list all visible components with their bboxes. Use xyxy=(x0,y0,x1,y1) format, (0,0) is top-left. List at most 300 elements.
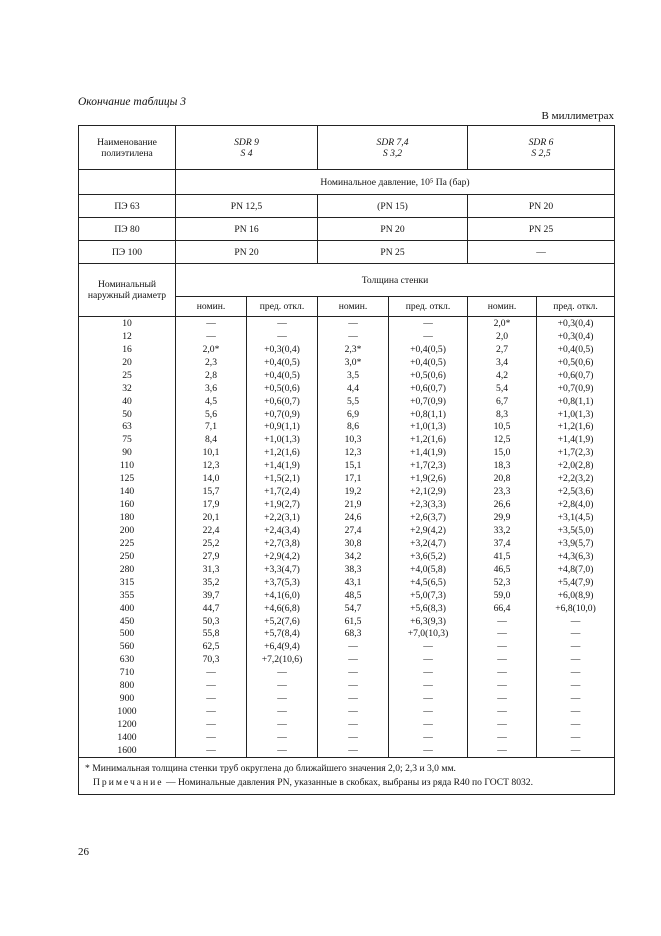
tolerance-cell: — xyxy=(247,666,318,679)
tolerance-cell: — xyxy=(537,705,615,718)
tolerance-cell: +4,5(6,5) xyxy=(389,576,468,589)
table-row xyxy=(79,731,615,744)
pe-name: ПЭ 100 xyxy=(79,241,176,264)
tolerance-cell: +0,5(0,6) xyxy=(247,382,318,395)
nominal-thickness-cell: — xyxy=(176,692,247,705)
tolerance-cell: +2,9(4,2) xyxy=(247,550,318,563)
nominal-thickness-cell: 3,5 xyxy=(318,369,389,382)
tolerance-cell: — xyxy=(247,692,318,705)
table-row xyxy=(79,317,615,330)
diameter-cell: 20 xyxy=(79,356,176,369)
nominal-thickness-cell: 2,0* xyxy=(176,343,247,356)
table-row xyxy=(79,692,615,705)
tolerance-cell: +3,3(4,7) xyxy=(247,563,318,576)
nominal-thickness-cell: — xyxy=(318,731,389,744)
tolerance-cell: +0,9(1,1) xyxy=(247,421,318,434)
tolerance-cell: +2,3(3,3) xyxy=(389,498,468,511)
tolerance-cell: — xyxy=(389,679,468,692)
table-row xyxy=(79,382,615,395)
nominal-thickness-cell: 8,6 xyxy=(318,421,389,434)
table-row xyxy=(79,705,615,718)
table-row xyxy=(79,640,615,653)
nominal-thickness-cell: 5,5 xyxy=(318,395,389,408)
nominal-thickness-cell: 37,4 xyxy=(468,537,537,550)
tolerance-cell: +4,6(6,8) xyxy=(247,602,318,615)
tolerance-cell: +0,5(0,6) xyxy=(389,369,468,382)
nominal-thickness-cell: 3,4 xyxy=(468,356,537,369)
tolerance-cell: +1,9(2,6) xyxy=(389,472,468,485)
tolerance-cell: — xyxy=(389,317,468,330)
tolerance-cell: +4,8(7,0) xyxy=(537,563,615,576)
nominal-thickness-cell: 12,3 xyxy=(176,459,247,472)
nominal-thickness-cell: 25,2 xyxy=(176,537,247,550)
tolerance-cell: +1,2(1,6) xyxy=(389,433,468,446)
tolerance-cell: +0,6(0,7) xyxy=(389,382,468,395)
tolerance-cell: — xyxy=(389,330,468,343)
tolerance-cell: — xyxy=(389,692,468,705)
tolerance-cell: +7,2(10,6) xyxy=(247,653,318,666)
table-footnotes xyxy=(79,757,615,794)
note: Примечание — Номинальные давления PN, указанные в скобках, выбраны из ряда R40 по ГОСТ 8032. xyxy=(93,776,533,788)
nominal-thickness-cell: — xyxy=(468,628,537,641)
tolerance-cell: — xyxy=(247,679,318,692)
tolerance-cell: — xyxy=(247,744,318,757)
nominal-thickness-cell: — xyxy=(176,718,247,731)
nominal-thickness-cell: 27,4 xyxy=(318,524,389,537)
nominal-thickness-cell: — xyxy=(176,666,247,679)
tolerance-cell: — xyxy=(389,705,468,718)
tolerance-cell: +0,7(0,9) xyxy=(389,395,468,408)
diameter-cell: 25 xyxy=(79,369,176,382)
tolerance-cell: — xyxy=(247,330,318,343)
tolerance-cell: +1,9(2,7) xyxy=(247,498,318,511)
nomin-header: номин. xyxy=(176,297,247,317)
tolerance-cell: +3,2(4,7) xyxy=(389,537,468,550)
table-row xyxy=(79,718,615,731)
diameter-cell: 500 xyxy=(79,628,176,641)
nominal-thickness-cell: 10,1 xyxy=(176,446,247,459)
tolerance-cell: — xyxy=(537,679,615,692)
tolerance-cell: +4,3(6,3) xyxy=(537,550,615,563)
table-row xyxy=(79,744,615,757)
tolerance-cell: +0,4(0,5) xyxy=(389,356,468,369)
nominal-thickness-cell: 10,3 xyxy=(318,433,389,446)
table-row xyxy=(79,563,615,576)
tolerance-cell: — xyxy=(389,744,468,757)
diameter-cell: 1200 xyxy=(79,718,176,731)
nominal-thickness-cell: 50,3 xyxy=(176,615,247,628)
nominal-thickness-cell: — xyxy=(468,653,537,666)
pipe-dimensions-table xyxy=(78,125,615,795)
nominal-thickness-cell: 68,3 xyxy=(318,628,389,641)
tolerance-cell: +5,0(7,3) xyxy=(389,589,468,602)
nominal-thickness-cell: 39,7 xyxy=(176,589,247,602)
nominal-thickness-cell: — xyxy=(468,679,537,692)
nominal-thickness-cell: 55,8 xyxy=(176,628,247,641)
nominal-thickness-cell: 4,2 xyxy=(468,369,537,382)
diameter-cell: 280 xyxy=(79,563,176,576)
tolerance-cell: +6,3(9,3) xyxy=(389,615,468,628)
nomin-header: номин. xyxy=(468,297,537,317)
tolerance-cell: +2,6(3,7) xyxy=(389,511,468,524)
tolerance-cell: +1,0(1,3) xyxy=(247,433,318,446)
nominal-thickness-cell: — xyxy=(176,330,247,343)
diameter-cell: 125 xyxy=(79,472,176,485)
nominal-thickness-cell: 52,3 xyxy=(468,576,537,589)
tolerance-cell: +6,0(8,9) xyxy=(537,589,615,602)
nominal-thickness-cell: 20,1 xyxy=(176,511,247,524)
table-row xyxy=(79,524,615,537)
tolerance-cell: +3,6(5,2) xyxy=(389,550,468,563)
diameter-cell: 450 xyxy=(79,615,176,628)
nominal-thickness-cell: — xyxy=(176,679,247,692)
tolerance-cell: +7,0(10,3) xyxy=(389,628,468,641)
nominal-thickness-cell: — xyxy=(468,640,537,653)
diameter-cell: 200 xyxy=(79,524,176,537)
nominal-thickness-cell: 19,2 xyxy=(318,485,389,498)
tol-header: пред. откл. xyxy=(247,297,318,317)
table-row xyxy=(79,395,615,408)
tolerance-cell: — xyxy=(537,692,615,705)
nominal-thickness-cell: — xyxy=(176,705,247,718)
table-row xyxy=(79,653,615,666)
tolerance-cell: — xyxy=(389,640,468,653)
table-row xyxy=(79,472,615,485)
table-row xyxy=(79,498,615,511)
tolerance-cell: — xyxy=(389,731,468,744)
table-row xyxy=(79,602,615,615)
nominal-thickness-cell: 12,5 xyxy=(468,433,537,446)
nominal-thickness-cell: 6,7 xyxy=(468,395,537,408)
tolerance-cell: +1,7(2,3) xyxy=(389,459,468,472)
pe-name: ПЭ 80 xyxy=(79,218,176,241)
table-row xyxy=(79,408,615,421)
tolerance-cell: +2,1(2,9) xyxy=(389,485,468,498)
table-row xyxy=(79,679,615,692)
tolerance-cell: +6,8(10,0) xyxy=(537,602,615,615)
sdr74-header: SDR 7,4 S 3,2 xyxy=(318,126,468,170)
nominal-thickness-cell: 66,4 xyxy=(468,602,537,615)
nominal-thickness-cell: 17,9 xyxy=(176,498,247,511)
nominal-thickness-cell: — xyxy=(318,640,389,653)
tolerance-cell: +2,9(4,2) xyxy=(389,524,468,537)
nominal-thickness-cell: — xyxy=(318,718,389,731)
tolerance-cell: +2,4(3,4) xyxy=(247,524,318,537)
nominal-thickness-cell: — xyxy=(318,679,389,692)
tolerance-cell: — xyxy=(389,718,468,731)
table-row xyxy=(79,421,615,434)
tolerance-cell: +1,7(2,3) xyxy=(537,446,615,459)
table-row xyxy=(79,589,615,602)
tolerance-cell: — xyxy=(389,666,468,679)
footnote: * Минимальная толщина стенки труб округлена до ближайшего значения 2,0; 2,3 и 3,0 мм. xyxy=(85,762,456,774)
nominal-thickness-cell: 10,5 xyxy=(468,421,537,434)
tolerance-cell: — xyxy=(389,653,468,666)
nominal-thickness-cell: 61,5 xyxy=(318,615,389,628)
nominal-thickness-cell: 4,5 xyxy=(176,395,247,408)
diameter-cell: 90 xyxy=(79,446,176,459)
nominal-thickness-cell: — xyxy=(468,666,537,679)
pe-pressure: PN 20 xyxy=(176,241,318,264)
nominal-thickness-cell: — xyxy=(176,317,247,330)
table-row xyxy=(79,485,615,498)
tol-header: пред. откл. xyxy=(389,297,468,317)
tolerance-cell: +2,2(3,1) xyxy=(247,511,318,524)
nominal-thickness-cell: — xyxy=(176,731,247,744)
nominal-thickness-cell: 2,7 xyxy=(468,343,537,356)
nominal-thickness-cell: — xyxy=(468,692,537,705)
nominal-thickness-cell: — xyxy=(318,744,389,757)
diameter-cell: 40 xyxy=(79,395,176,408)
pe-pressure: PN 25 xyxy=(318,241,468,264)
diameter-cell: 1600 xyxy=(79,744,176,757)
nominal-thickness-cell: 44,7 xyxy=(176,602,247,615)
nominal-thickness-cell: 27,9 xyxy=(176,550,247,563)
nominal-thickness-cell: 23,3 xyxy=(468,485,537,498)
table-row xyxy=(79,356,615,369)
nominal-thickness-cell: 8,3 xyxy=(468,408,537,421)
polyethylene-header: Наименование полиэтилена xyxy=(79,126,176,170)
nominal-thickness-cell: — xyxy=(318,705,389,718)
tolerance-cell: +1,5(2,1) xyxy=(247,472,318,485)
nominal-thickness-cell: 33,2 xyxy=(468,524,537,537)
table-row xyxy=(79,628,615,641)
nominal-thickness-cell: 24,6 xyxy=(318,511,389,524)
diameter-cell: 32 xyxy=(79,382,176,395)
units-label: В миллиметрах xyxy=(541,110,614,122)
diameter-cell: 140 xyxy=(79,485,176,498)
diameter-cell: 560 xyxy=(79,640,176,653)
nominal-pressure-header: Номинальное давление, 10⁵ Па (бар) xyxy=(176,170,615,195)
nominal-thickness-cell: 3,6 xyxy=(176,382,247,395)
tolerance-cell: +2,2(3,2) xyxy=(537,472,615,485)
nominal-thickness-cell: 15,0 xyxy=(468,446,537,459)
tolerance-cell: +5,2(7,6) xyxy=(247,615,318,628)
tolerance-cell: +1,4(1,9) xyxy=(247,459,318,472)
nominal-thickness-cell: 43,1 xyxy=(318,576,389,589)
tolerance-cell: +4,0(5,8) xyxy=(389,563,468,576)
tolerance-cell: +0,3(0,4) xyxy=(537,317,615,330)
nominal-thickness-cell: 29,9 xyxy=(468,511,537,524)
pe-pressure: (PN 15) xyxy=(318,195,468,218)
tolerance-cell: — xyxy=(247,718,318,731)
nomin-header: номин. xyxy=(318,297,389,317)
table-row xyxy=(79,433,615,446)
nominal-thickness-cell: — xyxy=(318,666,389,679)
nominal-thickness-cell: 35,2 xyxy=(176,576,247,589)
tolerance-cell: +1,0(1,3) xyxy=(389,421,468,434)
nominal-thickness-cell: 2,0* xyxy=(468,317,537,330)
tolerance-cell: +0,4(0,5) xyxy=(537,343,615,356)
nominal-thickness-cell: 3,0* xyxy=(318,356,389,369)
nominal-thickness-cell: — xyxy=(468,718,537,731)
nominal-thickness-cell: 62,5 xyxy=(176,640,247,653)
diameter-cell: 10 xyxy=(79,317,176,330)
sdr9-header: SDR 9 S 4 xyxy=(176,126,318,170)
wall-thickness-header: Толщина стенки xyxy=(176,264,615,297)
nominal-thickness-cell: 31,3 xyxy=(176,563,247,576)
tolerance-cell: +0,3(0,4) xyxy=(247,343,318,356)
tolerance-cell: +4,1(6,0) xyxy=(247,589,318,602)
pe-pressure: PN 20 xyxy=(318,218,468,241)
table-row xyxy=(79,446,615,459)
tolerance-cell: +0,5(0,6) xyxy=(537,356,615,369)
tolerance-cell: +3,7(5,3) xyxy=(247,576,318,589)
tolerance-cell: — xyxy=(537,628,615,641)
nominal-thickness-cell: 22,4 xyxy=(176,524,247,537)
table-row xyxy=(79,666,615,679)
nominal-thickness-cell: 59,0 xyxy=(468,589,537,602)
diameter-cell: 630 xyxy=(79,653,176,666)
nominal-thickness-cell: 2,8 xyxy=(176,369,247,382)
nominal-thickness-cell: — xyxy=(468,744,537,757)
tolerance-cell: — xyxy=(537,718,615,731)
tol-header: пред. откл. xyxy=(537,297,615,317)
nominal-thickness-cell: 6,9 xyxy=(318,408,389,421)
nominal-thickness-cell: 70,3 xyxy=(176,653,247,666)
diameter-cell: 180 xyxy=(79,511,176,524)
diameter-cell: 1000 xyxy=(79,705,176,718)
tolerance-cell: +0,4(0,5) xyxy=(247,369,318,382)
diameter-cell: 16 xyxy=(79,343,176,356)
pe-pressure: PN 16 xyxy=(176,218,318,241)
pe-pressure: — xyxy=(468,241,615,264)
nominal-thickness-cell: 54,7 xyxy=(318,602,389,615)
nominal-thickness-cell: — xyxy=(176,744,247,757)
table-row xyxy=(79,343,615,356)
tolerance-cell: +1,2(1,6) xyxy=(247,446,318,459)
tolerance-cell: — xyxy=(537,731,615,744)
tolerance-cell: +1,0(1,3) xyxy=(537,408,615,421)
nominal-thickness-cell: — xyxy=(468,705,537,718)
table-row xyxy=(79,615,615,628)
tolerance-cell: — xyxy=(247,731,318,744)
tolerance-cell: — xyxy=(247,705,318,718)
nominal-thickness-cell: 38,3 xyxy=(318,563,389,576)
diameter-header: Номинальный наружный диаметр xyxy=(79,264,176,317)
tolerance-cell: +0,7(0,9) xyxy=(537,382,615,395)
diameter-cell: 250 xyxy=(79,550,176,563)
diameter-cell: 1400 xyxy=(79,731,176,744)
table-row xyxy=(79,369,615,382)
nominal-thickness-cell: 2,0 xyxy=(468,330,537,343)
nominal-thickness-cell: 5,6 xyxy=(176,408,247,421)
sdr6-header: SDR 6 S 2,5 xyxy=(468,126,615,170)
tolerance-cell: +0,3(0,4) xyxy=(537,330,615,343)
nominal-thickness-cell: — xyxy=(318,653,389,666)
diameter-cell: 900 xyxy=(79,692,176,705)
tolerance-cell: — xyxy=(537,615,615,628)
diameter-cell: 75 xyxy=(79,433,176,446)
table-row xyxy=(79,511,615,524)
tolerance-cell: +0,4(0,5) xyxy=(247,356,318,369)
nominal-thickness-cell: 21,9 xyxy=(318,498,389,511)
nominal-thickness-cell: 46,5 xyxy=(468,563,537,576)
diameter-cell: 225 xyxy=(79,537,176,550)
table-row xyxy=(79,550,615,563)
tolerance-cell: +0,7(0,9) xyxy=(247,408,318,421)
nominal-thickness-cell: — xyxy=(318,692,389,705)
nominal-thickness-cell: 34,2 xyxy=(318,550,389,563)
nominal-thickness-cell: 7,1 xyxy=(176,421,247,434)
diameter-cell: 400 xyxy=(79,602,176,615)
tolerance-cell: +1,4(1,9) xyxy=(389,446,468,459)
nominal-thickness-cell: 15,1 xyxy=(318,459,389,472)
tolerance-cell: — xyxy=(537,666,615,679)
nominal-thickness-cell: 20,8 xyxy=(468,472,537,485)
diameter-cell: 12 xyxy=(79,330,176,343)
tolerance-cell: +2,7(3,8) xyxy=(247,537,318,550)
tolerance-cell: — xyxy=(537,653,615,666)
tolerance-cell: +3,9(5,7) xyxy=(537,537,615,550)
table-row xyxy=(79,576,615,589)
diameter-cell: 710 xyxy=(79,666,176,679)
pe-pressure: PN 12,5 xyxy=(176,195,318,218)
tolerance-cell: +0,4(0,5) xyxy=(389,343,468,356)
tolerance-cell: +6,4(9,4) xyxy=(247,640,318,653)
tolerance-cell: +5,7(8,4) xyxy=(247,628,318,641)
nominal-thickness-cell: 12,3 xyxy=(318,446,389,459)
nominal-thickness-cell: — xyxy=(468,615,537,628)
tolerance-cell: — xyxy=(537,640,615,653)
nominal-thickness-cell: 41,5 xyxy=(468,550,537,563)
nominal-thickness-cell: 5,4 xyxy=(468,382,537,395)
nominal-thickness-cell: 17,1 xyxy=(318,472,389,485)
tolerance-cell: +5,6(8,3) xyxy=(389,602,468,615)
tolerance-cell: +3,1(4,5) xyxy=(537,511,615,524)
table-row xyxy=(79,537,615,550)
nominal-thickness-cell: 2,3* xyxy=(318,343,389,356)
tolerance-cell: +0,8(1,1) xyxy=(537,395,615,408)
diameter-cell: 110 xyxy=(79,459,176,472)
table-row xyxy=(79,459,615,472)
pe-pressure: PN 25 xyxy=(468,218,615,241)
nominal-thickness-cell: — xyxy=(318,330,389,343)
nominal-thickness-cell: 2,3 xyxy=(176,356,247,369)
pe-pressure: PN 20 xyxy=(468,195,615,218)
page-number: 26 xyxy=(78,846,89,858)
tolerance-cell: +1,4(1,9) xyxy=(537,433,615,446)
diameter-cell: 160 xyxy=(79,498,176,511)
tolerance-cell: +1,7(2,4) xyxy=(247,485,318,498)
nominal-thickness-cell: — xyxy=(318,317,389,330)
diameter-cell: 800 xyxy=(79,679,176,692)
diameter-cell: 315 xyxy=(79,576,176,589)
nominal-thickness-cell: 8,4 xyxy=(176,433,247,446)
tolerance-cell: +0,6(0,7) xyxy=(247,395,318,408)
nominal-thickness-cell: — xyxy=(468,731,537,744)
diameter-cell: 355 xyxy=(79,589,176,602)
tolerance-cell: +2,0(2,8) xyxy=(537,459,615,472)
tolerance-cell: +2,5(3,6) xyxy=(537,485,615,498)
nominal-thickness-cell: 18,3 xyxy=(468,459,537,472)
tolerance-cell: +1,2(1,6) xyxy=(537,421,615,434)
table-caption: Окончание таблицы 3 xyxy=(78,96,186,108)
pe-name: ПЭ 63 xyxy=(79,195,176,218)
tolerance-cell: — xyxy=(247,317,318,330)
diameter-cell: 50 xyxy=(79,408,176,421)
table-row xyxy=(79,330,615,343)
tolerance-cell: +2,8(4,0) xyxy=(537,498,615,511)
tolerance-cell: — xyxy=(537,744,615,757)
tolerance-cell: +0,6(0,7) xyxy=(537,369,615,382)
nominal-thickness-cell: 4,4 xyxy=(318,382,389,395)
nominal-thickness-cell: 30,8 xyxy=(318,537,389,550)
tolerance-cell: +0,8(1,1) xyxy=(389,408,468,421)
tolerance-cell: +5,4(7,9) xyxy=(537,576,615,589)
nominal-thickness-cell: 48,5 xyxy=(318,589,389,602)
nominal-thickness-cell: 15,7 xyxy=(176,485,247,498)
